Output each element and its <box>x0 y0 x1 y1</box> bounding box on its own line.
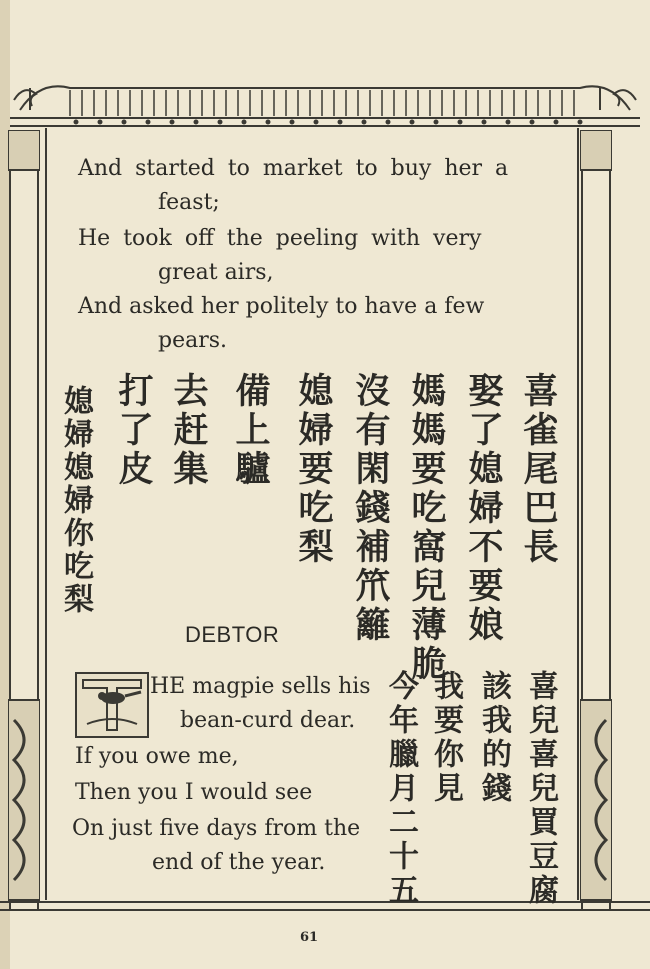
page-number: 61 <box>300 930 319 945</box>
verse-bottom-line-5: On just five days from the <box>72 816 361 841</box>
section-heading: DEBTOR <box>185 622 280 647</box>
chinese-bottom-column-3: 我要你見 <box>428 670 463 806</box>
chinese-top-column-4: 沒有閑錢補笊籬 <box>350 372 390 645</box>
chinese-top-column-9: 媳婦媳婦你吃梨 <box>58 385 93 616</box>
verse-top-line-6: pears. <box>158 328 228 353</box>
verse-bottom-line-4: Then you I would see <box>75 780 313 805</box>
chinese-bottom-column-4: 今年臘月二十五 <box>383 670 418 908</box>
magpie-icon <box>77 674 147 736</box>
right-pillar <box>580 130 612 910</box>
chinese-top-column-2: 娶了媳婦不要娘 <box>463 372 503 645</box>
verse-top-line-5: And asked her politely to have a few <box>78 294 485 319</box>
verse-top-line-4: great airs, <box>158 260 274 285</box>
verse-top-line-3: He took off the peeling with very <box>78 226 482 251</box>
chinese-bottom-column-2: 該我的錢 <box>476 670 511 806</box>
verse-top-line-2: feast; <box>158 190 220 215</box>
chinese-top-column-8: 打了皮 <box>113 372 153 489</box>
chinese-top-column-6: 備上驢 <box>230 372 270 489</box>
verse-bottom-line-3: If you owe me, <box>75 744 239 769</box>
verse-bottom-line-1: HE magpie sells his <box>150 674 371 699</box>
verse-bottom-line-6: end of the year. <box>152 850 326 875</box>
left-pillar <box>8 130 40 910</box>
chinese-top-column-5: 媳婦要吃梨 <box>293 372 333 567</box>
chinese-top-column-3: 媽媽要吃窩兒薄脆 <box>406 372 446 684</box>
chinese-top-column-1: 喜雀尾巴長 <box>518 372 558 567</box>
chinese-top-column-7: 去赶集 <box>168 372 208 489</box>
verse-bottom-line-2: bean-curd dear. <box>180 708 356 733</box>
chinese-bottom-column-1: 喜兒喜兒買豆腐 <box>523 670 558 908</box>
verse-top-line-1: And started to market to buy her a <box>78 156 509 181</box>
